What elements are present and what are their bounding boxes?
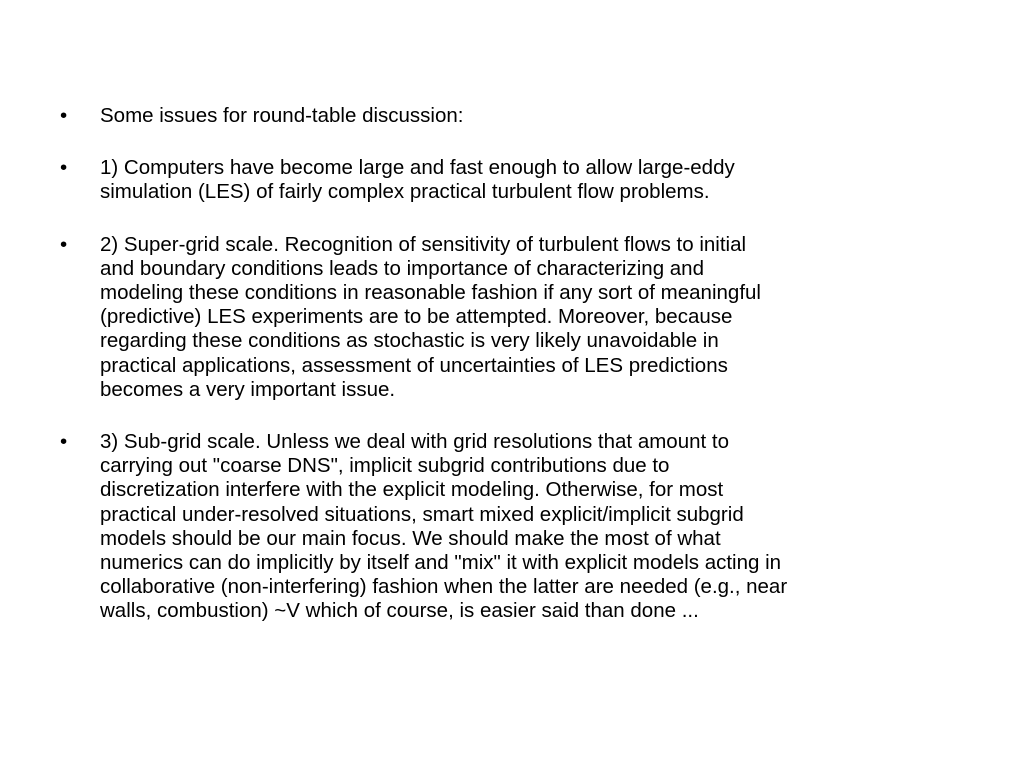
bullet-icon: • (60, 232, 68, 256)
bullet-list (56, 104, 976, 652)
bullet-icon: • (60, 104, 68, 127)
bullet-text-sub-grid: 3) Sub-grid scale. Unless we deal with grid resolutions that amount to carrying out "coarse DNS", implicit subgrid contributions due to discretization interfere with the explicit modeling. Otherwise, for most practical under-resolved situations, smart mixed explicit/implicit subgrid models should be our main focus. We should make the most of what numerics can do implicitly by itself and "mix" it with explicit models acting in collaborative (non-interfering) fashion when the latter are needed (e.g., near walls, combustion) ~V which of course, is easier said than done ... (100, 430, 788, 623)
bullet-item-super-grid (56, 233, 976, 402)
bullet-text-intro: Some issues for round-table discussion: (100, 104, 464, 127)
bullet-icon: • (60, 430, 68, 454)
bullet-text-super-grid: 2) Super-grid scale. Recognition of sensitivity of turbulent flows to initial and boundary conditions leads to importance of characterizing and modeling these conditions in reasonable fashion if any sort of meaningful (predictive) LES experiments are to be attempted. Moreover, because regarding these conditions as stochastic is very likely unavoidable in practical applications, assessment of uncertainties of LES predictions becomes a very important issue. (100, 232, 761, 401)
bullet-icon: • (60, 156, 68, 180)
bullet-text-computers: 1) Computers have become large and fast enough to allow large-eddy simulation (LES) of fairly complex practical turbulent flow problems. (100, 156, 735, 204)
bullet-item-intro (56, 104, 976, 128)
bullet-item-computers (56, 156, 976, 204)
bullet-item-sub-grid (56, 430, 976, 624)
